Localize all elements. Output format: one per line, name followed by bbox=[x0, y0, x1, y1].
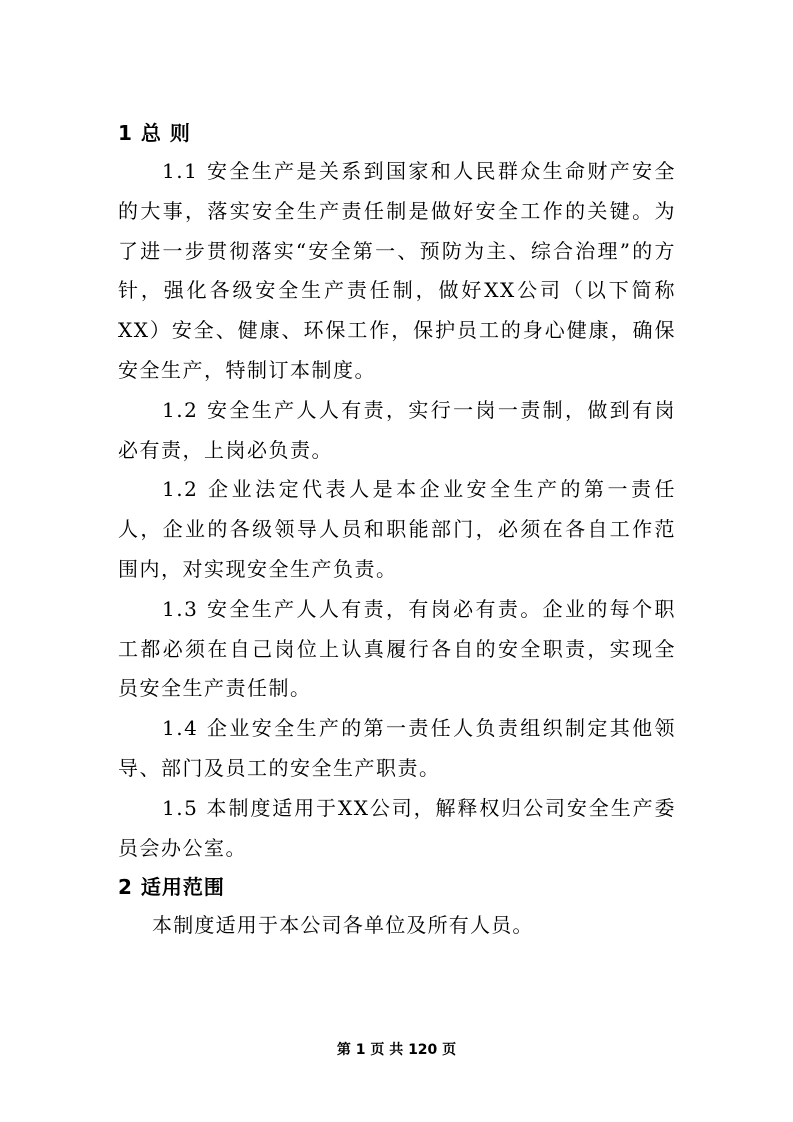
paragraph-1-1: 1.1 安全生产是关系到国家和人民群众生命财产安全的大事，落实安全生产责任制是做好安全工作的关键。为了进一步贯彻落实“安全第一、预防为主、综合治理”的方针，强化各级安全生产责任制，做好XX公司（以下简称XX）安全、健康、环保工作，保护员工的身心健康，确保安全生产，特制订本制度。 bbox=[118, 159, 676, 382]
paragraph-1-2-a: 1.2 安全生产人人有责，实行一岗一责制，做到有岗必有责，上岗必负责。 bbox=[118, 397, 676, 462]
section-heading-general: 1 总 则 bbox=[118, 121, 191, 145]
paragraph-1-2-b: 1.2 企业法定代表人是本企业安全生产的第一责任人，企业的各级领导人员和职能部门，必须在各自工作范围内，对实现安全生产负责。 bbox=[118, 477, 676, 581]
paragraph-1-5: 1.5 本制度适用于XX公司，解释权归公司安全生产委员会办公室。 bbox=[118, 795, 676, 860]
paragraph-1-4: 1.4 企业安全生产的第一责任人负责组织制定其他领导、部门及员工的安全生产职责。 bbox=[118, 716, 676, 780]
section-heading-scope: 2 适用范围 bbox=[118, 875, 225, 900]
paragraph-1-3: 1.3 安全生产人人有责，有岗必有责。企业的每个职工都必须在自己岗位上认真履行各自的安全职责，实现全员安全生产责任制。 bbox=[118, 596, 676, 701]
paragraph-scope: 本制度适用于本公司各单位及所有人员。 bbox=[152, 913, 534, 938]
page-number-footer: 第 1 页 共 120 页 bbox=[336, 1042, 457, 1058]
document-body bbox=[118, 114, 676, 946]
